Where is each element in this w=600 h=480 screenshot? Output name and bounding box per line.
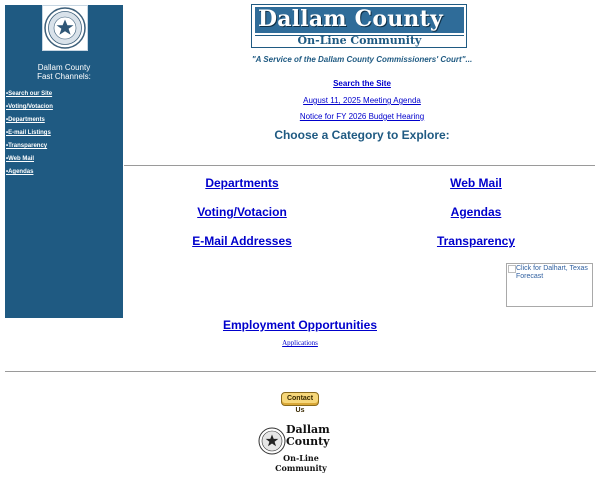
banner-subtitle: On-Line Community <box>297 34 422 47</box>
sidebar-link-web-mail[interactable]: •Web Mail <box>6 156 34 162</box>
divider-bottom <box>5 371 596 372</box>
divider-top <box>124 165 595 166</box>
category-voting[interactable]: Voting/Votacion <box>197 205 287 219</box>
category-email-addresses[interactable]: E-Mail Addresses <box>192 234 292 248</box>
site-tagline: "A Service of the Dallam County Commissioners' Court"... <box>251 55 473 64</box>
category-web-mail[interactable]: Web Mail <box>450 176 502 190</box>
contact-us-button[interactable]: Contact Us <box>281 392 319 406</box>
county-seal-icon <box>42 5 88 51</box>
category-agendas[interactable]: Agendas <box>450 205 502 219</box>
search-site-link[interactable]: Search the Site <box>333 79 391 88</box>
sidebar-title-line2: Fast Channels: <box>37 72 91 81</box>
footer-logo-line2: County <box>286 435 330 448</box>
employment-opportunities-link[interactable]: Employment Opportunities <box>222 318 377 332</box>
budget-hearing-link[interactable]: Notice for FY 2026 Budget Hearing <box>299 112 425 121</box>
sidebar-link-email-listings[interactable]: •E-mail Listings <box>6 130 51 136</box>
sidebar-link-transparency[interactable]: •Transparency <box>6 143 48 149</box>
site-banner <box>251 4 467 48</box>
sidebar-link-voting[interactable]: •Voting/Votacion <box>6 104 53 110</box>
sidebar-link-agendas[interactable]: •Agendas <box>6 169 34 175</box>
applications-link[interactable]: Applications <box>282 339 318 347</box>
weather-forecast-image[interactable] <box>506 263 593 307</box>
footer-seal-icon <box>258 427 286 455</box>
sidebar-title <box>5 63 123 81</box>
fast-channels-list <box>6 91 123 182</box>
banner-title: Dallam County <box>258 6 443 32</box>
weather-alt-text: Click for Dalhart, Texas Forecast <box>516 265 588 280</box>
sidebar-title-line1: Dallam County <box>37 63 91 72</box>
sidebar-link-departments[interactable]: •Departments <box>6 117 45 123</box>
category-transparency[interactable]: Transparency <box>436 234 516 248</box>
sidebar <box>5 5 123 318</box>
footer-logo-line1: Dallam <box>286 423 330 436</box>
meeting-agenda-link[interactable]: August 11, 2025 Meeting Agenda <box>303 96 421 105</box>
choose-category-heading: Choose a Category to Explore: <box>274 128 450 142</box>
category-departments[interactable]: Departments <box>205 176 279 190</box>
footer-logo-text <box>286 424 346 448</box>
broken-image-icon <box>508 265 516 273</box>
sidebar-link-search[interactable]: •Search our Site <box>6 91 53 97</box>
footer-logo-subtitle: On-Line Community <box>275 453 327 473</box>
